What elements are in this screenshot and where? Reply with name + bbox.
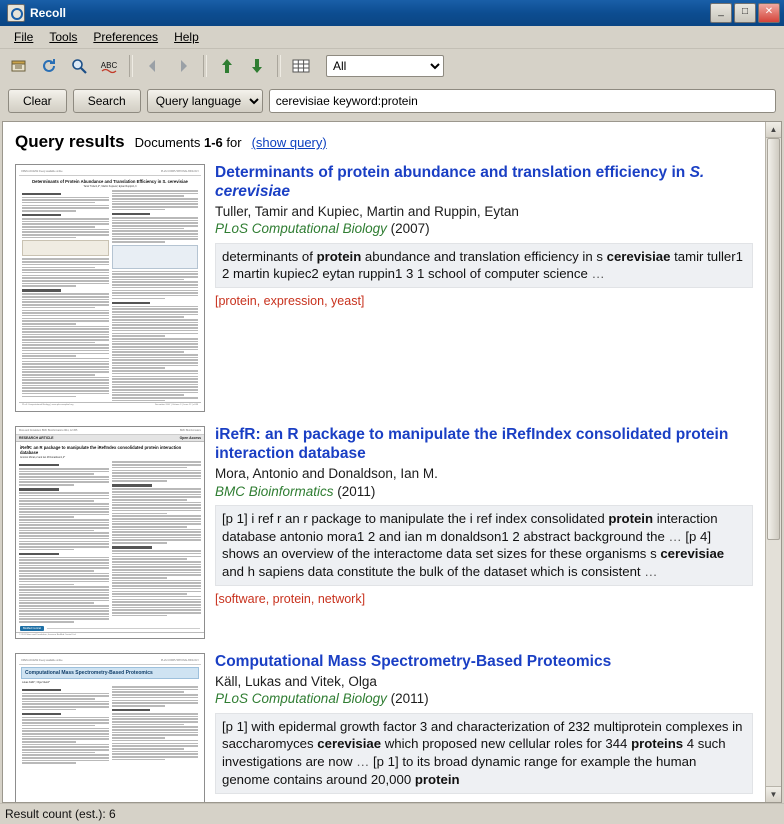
back-arrow-icon[interactable]	[140, 53, 166, 79]
thumb-article-type: RESEARCH ARTICLE	[19, 436, 54, 441]
thumb-header-right: PLoS COMPUTATIONAL BIOLOGY	[160, 170, 199, 173]
result-title[interactable]	[215, 164, 753, 202]
snippet-seg: [p 4] shows an overview of the interactome data set sizes for these organisms s	[222, 528, 712, 562]
document-thumbnail[interactable]: Mora and Donaldson BMC Bioinformatics 2011, 12:455 BMC Bioinformatics RESEARCH ARTICLE Open Access iRefR: an R package to manipulate the iRefIndex consolidated protein interaction database Antonio Mora1,2 and Ian M Donaldson1,2* BioMed Central © 2011 Mora and Donaldson; licensee BioMed Central Ltd.	[15, 426, 205, 639]
snippet-seg: protein	[608, 510, 654, 526]
search-button[interactable]: Search	[73, 89, 141, 113]
document-thumbnail[interactable]	[15, 653, 205, 802]
snippet-seg: proteins	[631, 736, 684, 752]
clear-button[interactable]: Clear	[8, 89, 67, 113]
result-authors: Tuller, Tamir and Kupiec, Martin and Ruppin, Eytan	[215, 203, 519, 219]
minimize-button[interactable]: _	[710, 3, 732, 23]
snippet-seg: abundance and translation efficiency in s	[361, 248, 607, 264]
menu-help[interactable]	[166, 28, 207, 46]
spelling-icon[interactable]	[96, 53, 122, 79]
status-bar	[0, 803, 784, 824]
thumb-title: Determinants of Protein Abundance and Translation Efficiency in S. cerevisiae	[32, 179, 188, 184]
thumb-title: iRefR: an R package to manipulate the iRefIndex consolidated protein interaction database	[20, 445, 182, 456]
snippet-ellipsis: …	[644, 564, 658, 580]
scroll-down-arrow[interactable]: ▼	[766, 786, 781, 802]
thumb-title: Computational Mass Spectrometry-Based Proteomics	[25, 669, 153, 676]
documents-for-label: for	[226, 135, 242, 150]
result-snippet	[215, 505, 753, 586]
toolbar-separator-2	[203, 55, 207, 77]
thumb-header-right: BMC Bioinformatics	[180, 429, 201, 433]
result-title-main: Determinants of protein abundance and translation efficiency in	[215, 164, 690, 181]
status-text: Result count (est.): 6	[5, 807, 116, 821]
thumb-open-access: Open Access	[179, 436, 201, 441]
reset-search-icon[interactable]	[36, 53, 62, 79]
result-item	[3, 649, 765, 802]
result-title-italic: S. cerevisiae	[215, 164, 705, 200]
thumb-footer-right: December 2007 | Volume 3 | Issue 12 | e248	[154, 404, 198, 407]
table-view-icon[interactable]	[288, 53, 314, 79]
result-year: (2011)	[337, 483, 376, 499]
thumb-header-left: OPEN ACCESS Freely available online	[21, 170, 63, 173]
maximize-button[interactable]: □	[734, 3, 756, 23]
advanced-search-icon[interactable]	[66, 53, 92, 79]
result-title[interactable]: iRefR: an R package to manipulate the iRefIndex consolidated protein interaction database	[215, 426, 729, 463]
snippet-seg: cerevisiae	[606, 248, 671, 264]
close-button[interactable]: ✕	[758, 3, 780, 23]
menu-tools[interactable]	[41, 28, 85, 46]
snippet-seg: [p 1] with epidermal growth factor 3 and characterization of 232 multiprotein complexes in saccharomyces	[222, 718, 743, 752]
query-mode-select[interactable]	[147, 89, 263, 113]
index-config-icon[interactable]	[6, 53, 32, 79]
results-header	[3, 122, 765, 160]
result-detail	[215, 164, 753, 308]
snippet-ellipsis: …	[356, 754, 374, 770]
documents-range: 1-6	[203, 135, 223, 150]
result-title[interactable]: Computational Mass Spectrometry-Based Proteomics	[215, 652, 612, 670]
document-thumbnail[interactable]	[15, 164, 205, 412]
result-journal-name: PLoS Computational Biology	[215, 221, 387, 237]
title-bar	[0, 0, 784, 26]
app-icon	[7, 4, 25, 22]
results-list	[3, 122, 765, 802]
window-title: Recoll	[30, 6, 67, 20]
snippet-ellipsis: …	[587, 266, 605, 282]
menu-bar	[0, 26, 784, 49]
result-snippet	[215, 243, 753, 289]
snippet-seg: interaction database antonio mora1 2 and ian m donaldson1 2 abstract background the	[222, 510, 718, 544]
snippet-seg: protein	[414, 771, 460, 787]
search-bar	[0, 83, 784, 121]
result-item	[3, 160, 765, 422]
thumb-header-right: PLoS COMPUTATIONAL BIOLOGY	[160, 658, 199, 662]
scroll-up-arrow[interactable]: ▲	[766, 122, 781, 138]
result-authors: Mora, Antonio and Donaldson, Ian M.	[215, 465, 438, 481]
forward-arrow-icon[interactable]	[170, 53, 196, 79]
result-detail	[215, 426, 753, 606]
snippet-seg: [p 1] to its broad dynamic range for example the human genome contains around 20,000	[222, 754, 697, 787]
thumb-authors: Lukas Käll1*, Olga Vitek2*	[22, 681, 50, 685]
down-arrow-icon[interactable]	[244, 53, 270, 79]
snippet-ellipsis: …	[668, 528, 686, 544]
snippet-seg: and h sapiens data constitute the bulk of the dataset which is consistent	[222, 564, 645, 580]
documents-label: Documents	[134, 135, 201, 150]
results-scrollbar[interactable]	[765, 122, 781, 802]
result-year: (2011)	[390, 691, 429, 707]
snippet-seg: determinants of	[222, 248, 317, 264]
result-journal	[215, 483, 753, 501]
thumb-authors: Antonio Mora1,2 and Ian M Donaldson1,2*	[20, 456, 66, 460]
snippet-seg: tamir tuller1 2 martin kupiec2 eytan ruppin1 3 1 school of computer science	[222, 248, 743, 282]
thumb-header-left: Mora and Donaldson BMC Bioinformatics 2011, 12:455	[19, 429, 78, 433]
thumb-footer-left: © 2011 Mora and Donaldson; licensee BioMed Central Ltd.	[19, 634, 77, 637]
snippet-seg: cerevisiae	[660, 546, 725, 562]
menu-help-label: Help	[174, 30, 199, 44]
scrollbar-thumb[interactable]	[767, 138, 780, 540]
thumb-footer-left: PLoS Computational Biology | www.ploscompbiol.org	[22, 404, 74, 407]
menu-file[interactable]	[6, 28, 41, 46]
snippet-seg: which proposed new cellular roles for 344	[381, 736, 632, 752]
result-journal-name: BMC Bioinformatics	[215, 483, 334, 499]
menu-preferences-label: Preferences	[93, 30, 159, 44]
result-year: (2007)	[390, 221, 430, 237]
result-journal	[215, 220, 753, 238]
thumb-authors: Tamir Tuller1,2*, Martin Kupiec2, Eytan Ruppin1,3	[83, 185, 137, 189]
window-buttons	[710, 3, 780, 23]
result-journal-name: PLoS Computational Biology	[215, 691, 387, 707]
snippet-seg: cerevisiae	[317, 736, 382, 752]
snippet-seg: 4 such investigations are now	[222, 736, 726, 770]
result-detail	[215, 653, 753, 794]
snippet-seg: [p 1] i ref r an r package to manipulate the i ref index consolidated	[222, 510, 609, 526]
documents-count	[135, 135, 242, 150]
thumb-header-left: OPEN ACCESS Freely available online	[21, 658, 63, 662]
menu-file-label: File	[14, 30, 34, 44]
menu-tools-label: Tools	[49, 30, 78, 44]
menu-preferences[interactable]	[85, 28, 166, 46]
search-input[interactable]	[269, 89, 776, 113]
tool-bar	[0, 49, 784, 83]
toolbar-separator-3	[277, 55, 281, 77]
result-snippet	[215, 713, 753, 794]
show-query-link[interactable]: (show query)	[251, 135, 327, 150]
filter-type-select[interactable]	[326, 55, 444, 77]
result-item	[3, 422, 765, 649]
result-journal	[215, 690, 753, 708]
page-title: Query results	[15, 132, 125, 151]
toolbar-separator-1	[129, 55, 133, 77]
result-tags: [protein, expression, yeast]	[215, 294, 365, 309]
results-panel	[2, 121, 782, 803]
result-tags: [software, protein, network]	[215, 591, 366, 606]
result-authors: Käll, Lukas and Vitek, Olga	[215, 673, 377, 689]
svg-text:ABC: ABC	[100, 61, 118, 70]
up-arrow-icon[interactable]	[214, 53, 240, 79]
snippet-seg: protein	[316, 248, 362, 264]
